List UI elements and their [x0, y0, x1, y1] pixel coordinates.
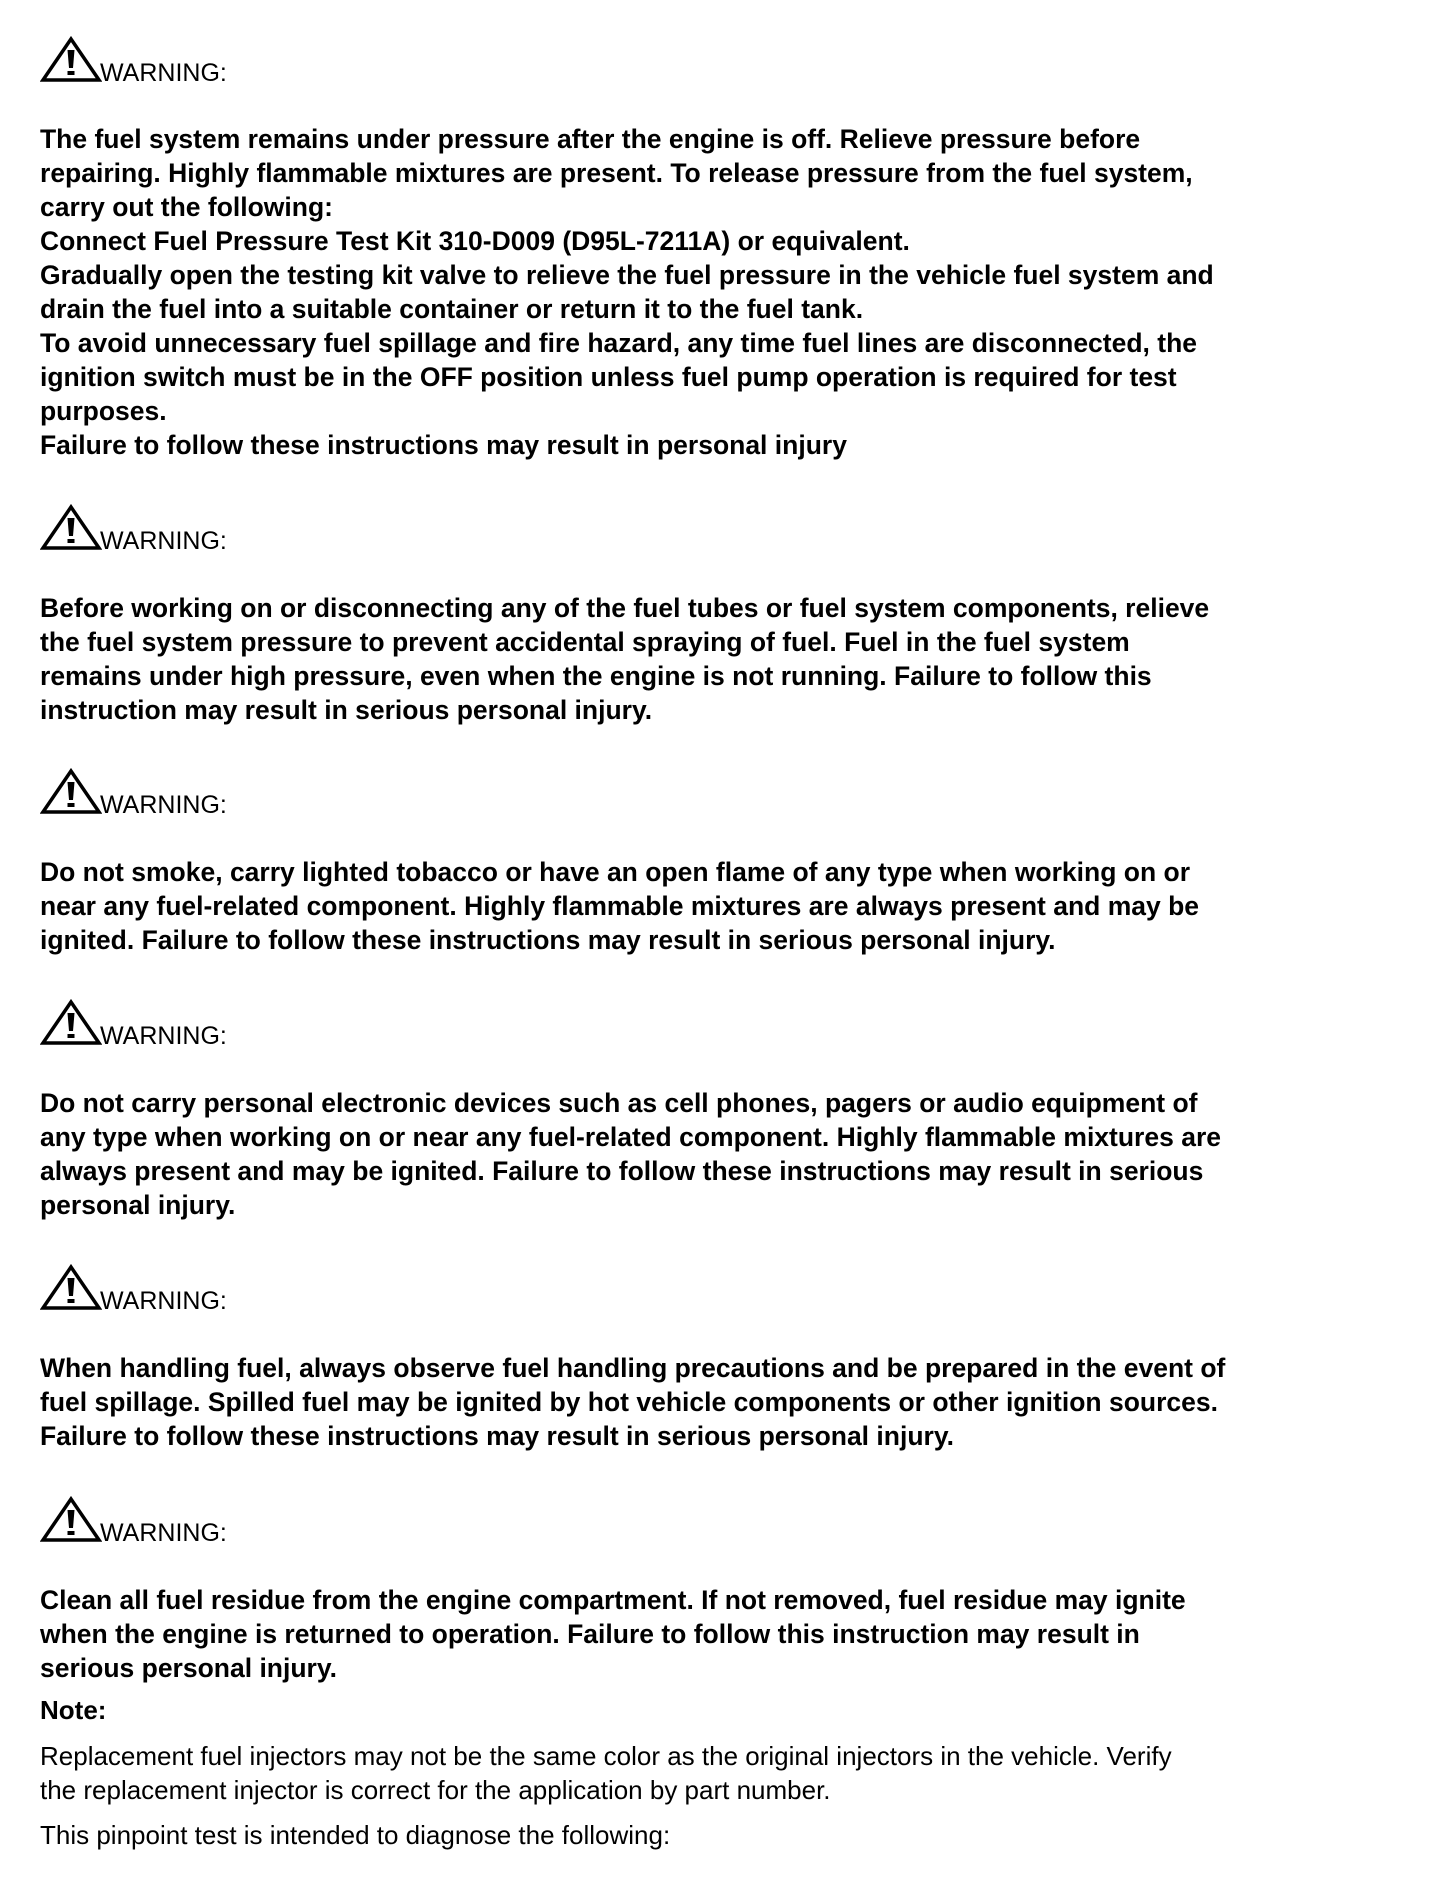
warning-triangle-icon: [40, 504, 102, 552]
warning-label: WARNING:: [100, 1022, 227, 1050]
warning-text: [40, 1351, 1420, 1453]
warning-text: [40, 1086, 1420, 1222]
text-line: When handling fuel, always observe fuel handling precautions and be prepared in the event of: [40, 1353, 1226, 1383]
text-line: This pinpoint test is intended to diagnose the following:: [40, 1820, 671, 1850]
text-line: drain the fuel into a suitable container or return it to the fuel tank.: [40, 294, 864, 324]
closing-text: [40, 1818, 1420, 1852]
text-line: any type when working on or near any fuel-related component. Highly flammable mixtures are: [40, 1122, 1221, 1152]
text-line: Do not carry personal electronic devices such as cell phones, pagers or audio equipment of: [40, 1088, 1198, 1118]
warning-header: [40, 768, 227, 819]
text-line: near any fuel-related component. Highly flammable mixtures are always present and may be: [40, 891, 1200, 921]
text-line: The fuel system remains under pressure after the engine is off. Relieve pressure before: [40, 124, 1141, 154]
text-line: ignited. Failure to follow these instructions may result in serious personal injury.: [40, 925, 1056, 955]
text-line: Do not smoke, carry lighted tobacco or have an open flame of any type when working on or: [40, 857, 1191, 887]
warning-label: WARNING:: [100, 1287, 227, 1315]
warning-triangle-icon: [40, 36, 102, 84]
text-line: Failure to follow these instructions may result in serious personal injury.: [40, 1421, 954, 1451]
warning-text: [40, 122, 1420, 462]
text-line: Failure to follow these instructions may result in personal injury: [40, 430, 847, 460]
text-line: Replacement fuel injectors may not be the same color as the original injectors in the vehicle. Verify: [40, 1741, 1172, 1771]
text-line: repairing. Highly flammable mixtures are present. To release pressure from the fuel system,: [40, 158, 1193, 188]
text-line: purposes.: [40, 396, 167, 426]
text-line: carry out the following:: [40, 192, 333, 222]
text-line: Before working on or disconnecting any of the fuel tubes or fuel system components, relieve: [40, 593, 1210, 623]
warning-label: WARNING:: [100, 791, 227, 819]
warning-header: [40, 36, 227, 87]
warning-header: [40, 504, 227, 555]
warning-text: [40, 855, 1420, 957]
warning-header: [40, 999, 227, 1050]
warning-label: WARNING:: [100, 527, 227, 555]
text-line: remains under high pressure, even when the engine is not running. Failure to follow this: [40, 661, 1152, 691]
warning-text: [40, 1583, 1420, 1685]
note-text: [40, 1739, 1420, 1807]
text-line: ignition switch must be in the OFF position unless fuel pump operation is required for test: [40, 362, 1177, 392]
text-line: the replacement injector is correct for the application by part number.: [40, 1775, 831, 1805]
text-line: always present and may be ignited. Failure to follow these instructions may result in serious: [40, 1156, 1204, 1186]
text-line: the fuel system pressure to prevent accidental spraying of fuel. Fuel in the fuel system: [40, 627, 1130, 657]
warning-text: [40, 591, 1420, 727]
warning-label: WARNING:: [100, 59, 227, 87]
text-line: Clean all fuel residue from the engine compartment. If not removed, fuel residue may ignite: [40, 1585, 1186, 1615]
warning-triangle-icon: [40, 999, 102, 1047]
warning-label: WARNING:: [100, 1519, 227, 1547]
text-line: when the engine is returned to operation. Failure to follow this instruction may result in: [40, 1619, 1140, 1649]
warning-triangle-icon: [40, 1496, 102, 1544]
text-line: personal injury.: [40, 1190, 236, 1220]
text-line: Connect Fuel Pressure Test Kit 310-D009 (D95L-7211A) or equivalent.: [40, 226, 910, 256]
text-line: instruction may result in serious personal injury.: [40, 695, 653, 725]
note-label: Note:: [40, 1695, 107, 1725]
text-line: serious personal injury.: [40, 1653, 337, 1683]
text-line: To avoid unnecessary fuel spillage and fire hazard, any time fuel lines are disconnected, the: [40, 328, 1198, 358]
text-line: Gradually open the testing kit valve to relieve the fuel pressure in the vehicle fuel system and: [40, 260, 1214, 290]
text-line: fuel spillage. Spilled fuel may be ignited by hot vehicle components or other ignition sources.: [40, 1387, 1218, 1417]
warning-header: [40, 1496, 227, 1547]
warning-triangle-icon: [40, 1264, 102, 1312]
warning-header: [40, 1264, 227, 1315]
warning-triangle-icon: [40, 768, 102, 816]
